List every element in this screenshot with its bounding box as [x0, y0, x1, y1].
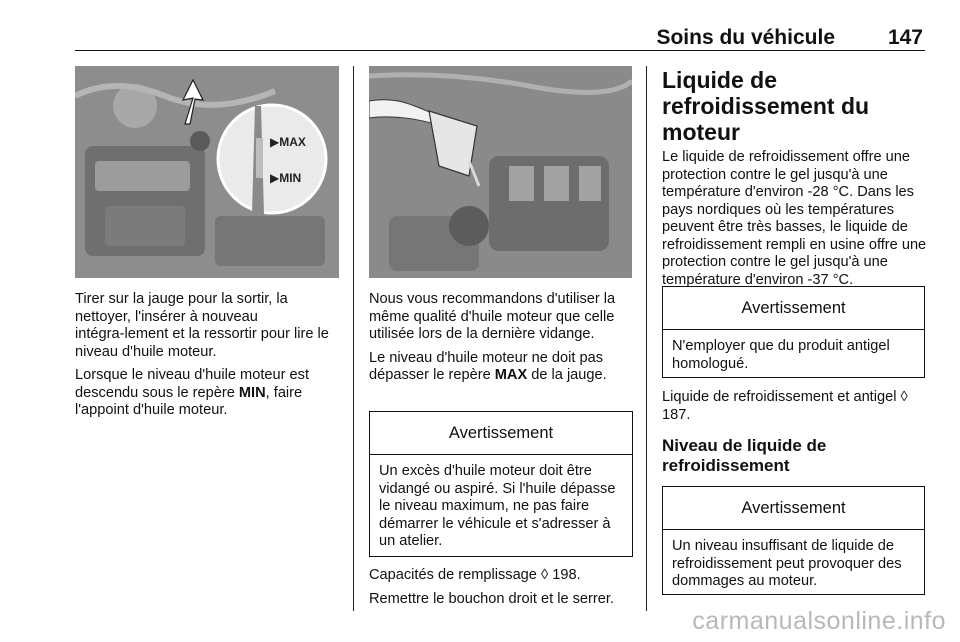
column-3-text [662, 67, 927, 295]
coolant-level-heading: Niveau de liquide de refroidissement [662, 436, 827, 475]
max-mark-term: MAX [494, 367, 528, 383]
paragraph: Remettre le bouchon droit et le serrer. [369, 590, 614, 607]
warning-title: Avertissement [663, 287, 924, 330]
coolant-heading: Liquide de refroidissement du moteur [662, 67, 870, 145]
column-divider-2 [646, 66, 647, 611]
oil-overfill-warning-box [369, 411, 633, 557]
site-watermark: carmanualsonline.info [692, 607, 946, 635]
warning-body: Un niveau insuffisant de liquide de refroidissement peut provoquer des dommages au moteur. [672, 538, 902, 589]
antifreeze-reference[interactable]: Liquide de refroidissement et antigel ◊ 187. [662, 389, 908, 423]
paragraph: Le niveau d'huile moteur ne doit pas dépasser le repère MAX de la jauge. [369, 349, 607, 383]
dipstick-photo [75, 66, 339, 278]
paragraph: Tirer sur la jauge pour la sortir, la nettoyer, l'insérer à nouveau intégra‑lement et la ressortir pour lire le niveau d'huile moteur. [75, 291, 329, 360]
paragraph: Nous vous recommandons d'utiliser la même qualité d'huile moteur que celle utilisée lors de la dernière vidange. [369, 291, 616, 342]
column-3-text-mid [662, 389, 927, 476]
min-mark-term: MIN [238, 384, 266, 401]
warning-title: Avertissement [663, 487, 924, 530]
paragraph: Le liquide de refroidissement offre une protection contre le gel jusqu'à une température d'environ -28 °C. Dans les pays nordiques où les températures peuvent être très basses, le liquide de refroidissement rempli en usine offre une protection contre le gel jusqu'à une température d'environ -37 °C. [662, 149, 927, 288]
antifreeze-warning-box [662, 286, 925, 378]
max-mark-label: ▶MAX [270, 135, 306, 149]
warning-body: N'employer que du produit antigel homologué. [672, 338, 890, 372]
column-2-text [369, 291, 635, 391]
section-title: Soins du véhicule [656, 26, 835, 49]
paragraph: Lorsque le niveau d'huile moteur est descendu sous le repère MIN, faire l'appoint d'huile moteur. [75, 367, 309, 418]
column-2-text-bottom [369, 567, 639, 614]
column-1-text [75, 291, 341, 426]
engine-oil-filling-illustration [369, 66, 632, 278]
min-mark-label: ▶MIN [270, 171, 302, 185]
page-number: 147 [887, 26, 923, 49]
page-header [75, 24, 925, 51]
warning-body: Un excès d'huile moteur doit être vidangé ou aspiré. Si l'huile dépasse le niveau maximum, ne pas faire démarrer le véhicule et s'adresser à un atelier. [379, 463, 616, 549]
column-divider-1 [353, 66, 354, 611]
oil-filling-photo [369, 66, 632, 278]
capacity-reference[interactable]: Capacités de remplissage ◊ 198. [369, 567, 581, 583]
coolant-level-warning-box [662, 486, 925, 595]
warning-title: Avertissement [370, 412, 632, 455]
